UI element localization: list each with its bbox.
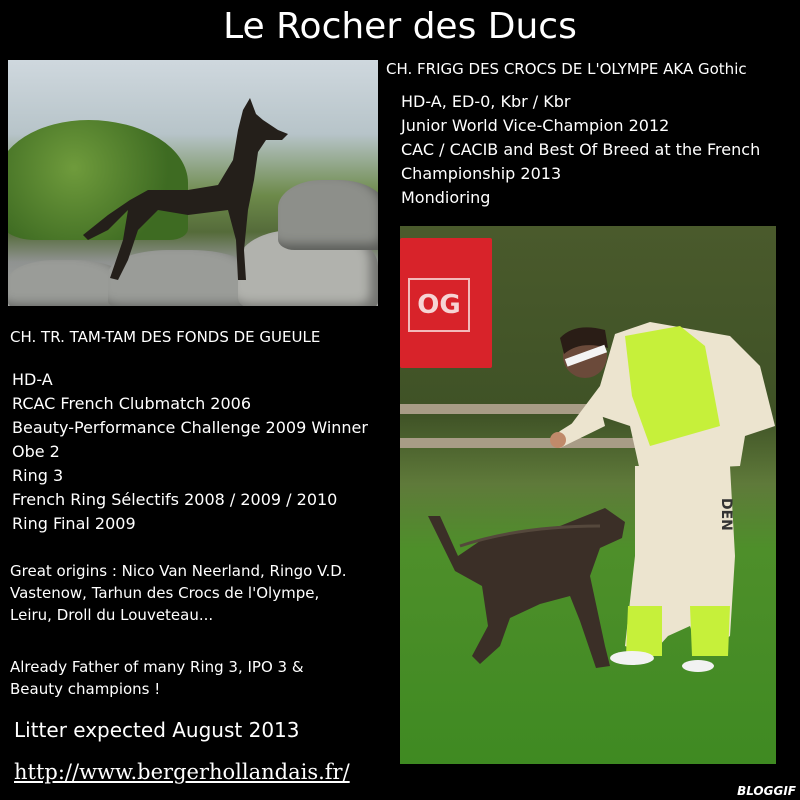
dog2-name: CH. FRIGG DES CROCS DE L'OLYMPE AKA Gothic — [386, 60, 747, 78]
ring-training-photo — [400, 226, 776, 764]
origins-line: Vastenow, Tarhun des Crocs de l'Olympe, — [10, 584, 320, 602]
dog1-name: CH. TR. TAM-TAM DES FONDS DE GUEULE — [10, 328, 321, 346]
website-link[interactable]: http://www.bergerhollandais.fr/ — [14, 760, 350, 784]
dog2-title: Junior World Vice-Champion 2012 — [401, 116, 670, 135]
dog1-title: Ring 3 — [12, 466, 64, 485]
standing-dog-silhouette — [68, 90, 318, 290]
decoy-and-dog-illustration — [400, 226, 776, 764]
watermark: BLOGGIF — [737, 784, 796, 798]
father-line: Already Father of many Ring 3, IPO 3 & — [10, 658, 304, 676]
dog2-title: CAC / CACIB and Best Of Breed at the French — [401, 140, 761, 159]
dog-on-rocks-photo — [8, 60, 378, 306]
dog1-title: HD-A — [12, 370, 53, 389]
dog2-titles — [401, 90, 760, 210]
dog1-title: RCAC French Clubmatch 2006 — [12, 394, 252, 413]
banner-text: OG — [408, 278, 470, 332]
dog1-title: Ring Final 2009 — [12, 514, 136, 533]
suit-text: DEN — [718, 498, 734, 531]
litter-announcement: Litter expected August 2013 — [14, 718, 300, 742]
origins-line: Great origins : Nico Van Neerland, Ringo V.D. — [10, 562, 347, 580]
dog1-title: Obe 2 — [12, 442, 60, 461]
father-line: Beauty champions ! — [10, 680, 161, 698]
dog1-title: Beauty-Performance Challenge 2009 Winner — [12, 418, 368, 437]
father-paragraph — [10, 656, 304, 700]
origins-line: Leiru, Droll du Louveteau... — [10, 606, 214, 624]
origins-paragraph — [10, 560, 347, 626]
dog2-title: Mondioring — [401, 188, 491, 207]
page-title: Le Rocher des Ducs — [223, 6, 577, 47]
dog2-title: HD-A, ED-0, Kbr / Kbr — [401, 92, 571, 111]
dog1-titles — [12, 368, 368, 536]
dog1-title: French Ring Sélectifs 2008 / 2009 / 2010 — [12, 490, 338, 509]
dog2-title: Championship 2013 — [401, 164, 562, 183]
